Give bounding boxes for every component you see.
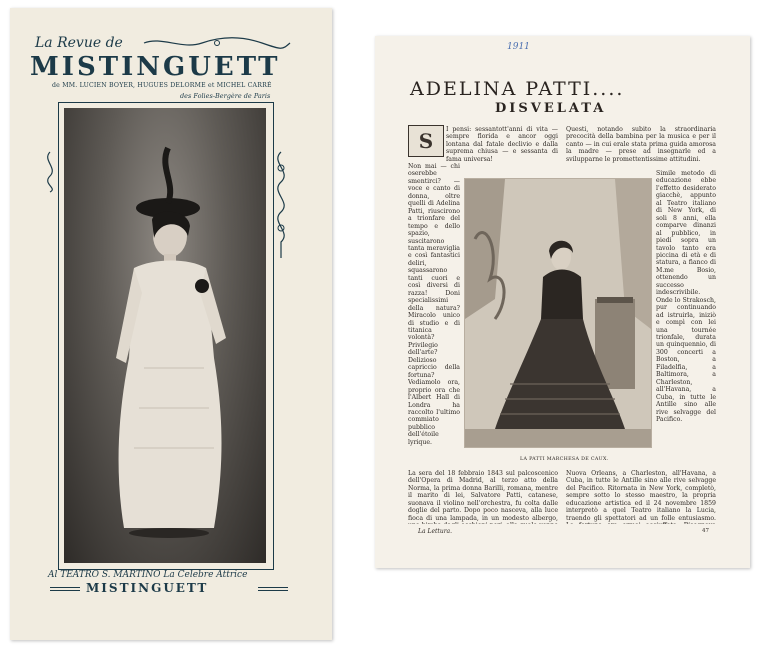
cover-venue: des Folies-Bergère de Paris xyxy=(180,92,271,100)
drop-cap: S xyxy=(408,125,444,157)
portrait-photo xyxy=(64,108,266,563)
article-text-col2-c: Nuova Orleans, a Charleston, all'Havana, a Cuba, in tutte le Antille sino alle rive selvagge del Pacifico. Ritornata in New York, completò, sempre sotto lo stesso maestro, la propria educazione artistica ed il 24 novembre 1859 interpretò a quel Teatro italiano la Lucia, traendo gli spettatori ad un folle entusiasmo. xyxy=(566,470,716,522)
article-subtitle: DISVELATA xyxy=(495,101,607,116)
divider xyxy=(50,590,80,591)
left-ornament-icon xyxy=(42,150,58,194)
divider xyxy=(258,590,288,591)
footer-publication: La Lettura. xyxy=(418,528,453,535)
article-text-col1-b: La sera del 18 febbraio 1843 sul palcoscenico dell'Opera di Madrid, al terzo atto della Norma, la prima donna Barilli, romana, mentre il marito di lei, Salvatore Patti, catanese, suonava il violino nell'orchestra, fu colta dalle doglie del parto. Dopo poco nasceva, alla luce fioca di una lampada, in un modesto albergo, xyxy=(408,470,558,522)
woman-portrait-icon xyxy=(64,108,266,563)
article-text-col2-top: Questi, notando subito la straordinaria precocità della bambina per la musica e per il canto — in cui erale stata prima guida amorosa la madre — prese ad insegnarle ed a svilupparne le promettentissime attitudini. xyxy=(566,126,716,163)
cover-bottom-name: MISTINGUETT xyxy=(86,581,209,595)
article-text-col2-a: Simile metodo di educazione ebbe l'effetto desiderato giacchè, appunto al Teatro italiano di New York, di soli 8 anni, ella comparve dinanzi al pubblico, in piedi sopra un tavolo tanto era piccina di età e di statura, a fianco di M.me Bosio, ottenendo un successo indescrivibile. Onde lo Strakosch, pur continuando ad istruirla, iniziò e compì con lei una tournée trionfale, durata un quinquennio, di 300 concerti a Boston, a Filadelfia, a Baltimora, a Charleston, all'Havana, a Cuba, in tutte le Antille sino alle rive selvagge del Pacifico. xyxy=(656,170,716,423)
engraving-illustration xyxy=(464,178,652,448)
seated-lady-engraving-icon xyxy=(465,179,651,447)
cover-authors: de MM. LUCIEN BOYER, HUGUES DELORME et MICHEL CARRÉ xyxy=(52,82,272,89)
article-title: ADELINA PATTI.... xyxy=(410,78,625,100)
article-text-col1-top: I pensi: sessantott'anni di vita — sempre florida e ancor oggi lontana dal fatale declivio e dalla suprema chiusa — e sessanta di fama universa! xyxy=(446,126,558,162)
ornament-flourish-icon xyxy=(142,36,292,50)
cover-bottom-line: Al TEATRO S. MARTINO La Celebre Attrice xyxy=(48,570,248,580)
divider xyxy=(50,587,80,588)
cover-title-large: MISTINGUETT xyxy=(30,52,281,82)
engraving-caption: LA PATTI MARCHESA DE CAUX. xyxy=(520,457,609,462)
article-text-col1-a: Non mai — chi oserebbe smentirci? — voce e canto di donna, oltre quelli di Adelina Patti, riuscirono a trionfare del tempo e dello spazio, suscitarono tanta meraviglia e così fantastici deliri, squassarono tanti cuori e così diversi di razza! Doni specialissimi della natura? Miracolo unico di studio e di titanica volontà? Privilegio dell'arte? Delizioso capriccio della fortuna? Vediamolo ora, proprio ora che l'Albert Hall di Londra ha raccolto l'ultimo commiato pubblico dell'étoile lyrique. xyxy=(408,163,460,446)
footer-page-number: 47 xyxy=(702,528,709,534)
divider xyxy=(258,587,288,588)
cover-title-small: La Revue de xyxy=(35,35,123,51)
handwritten-mark: 1911 xyxy=(507,42,530,52)
